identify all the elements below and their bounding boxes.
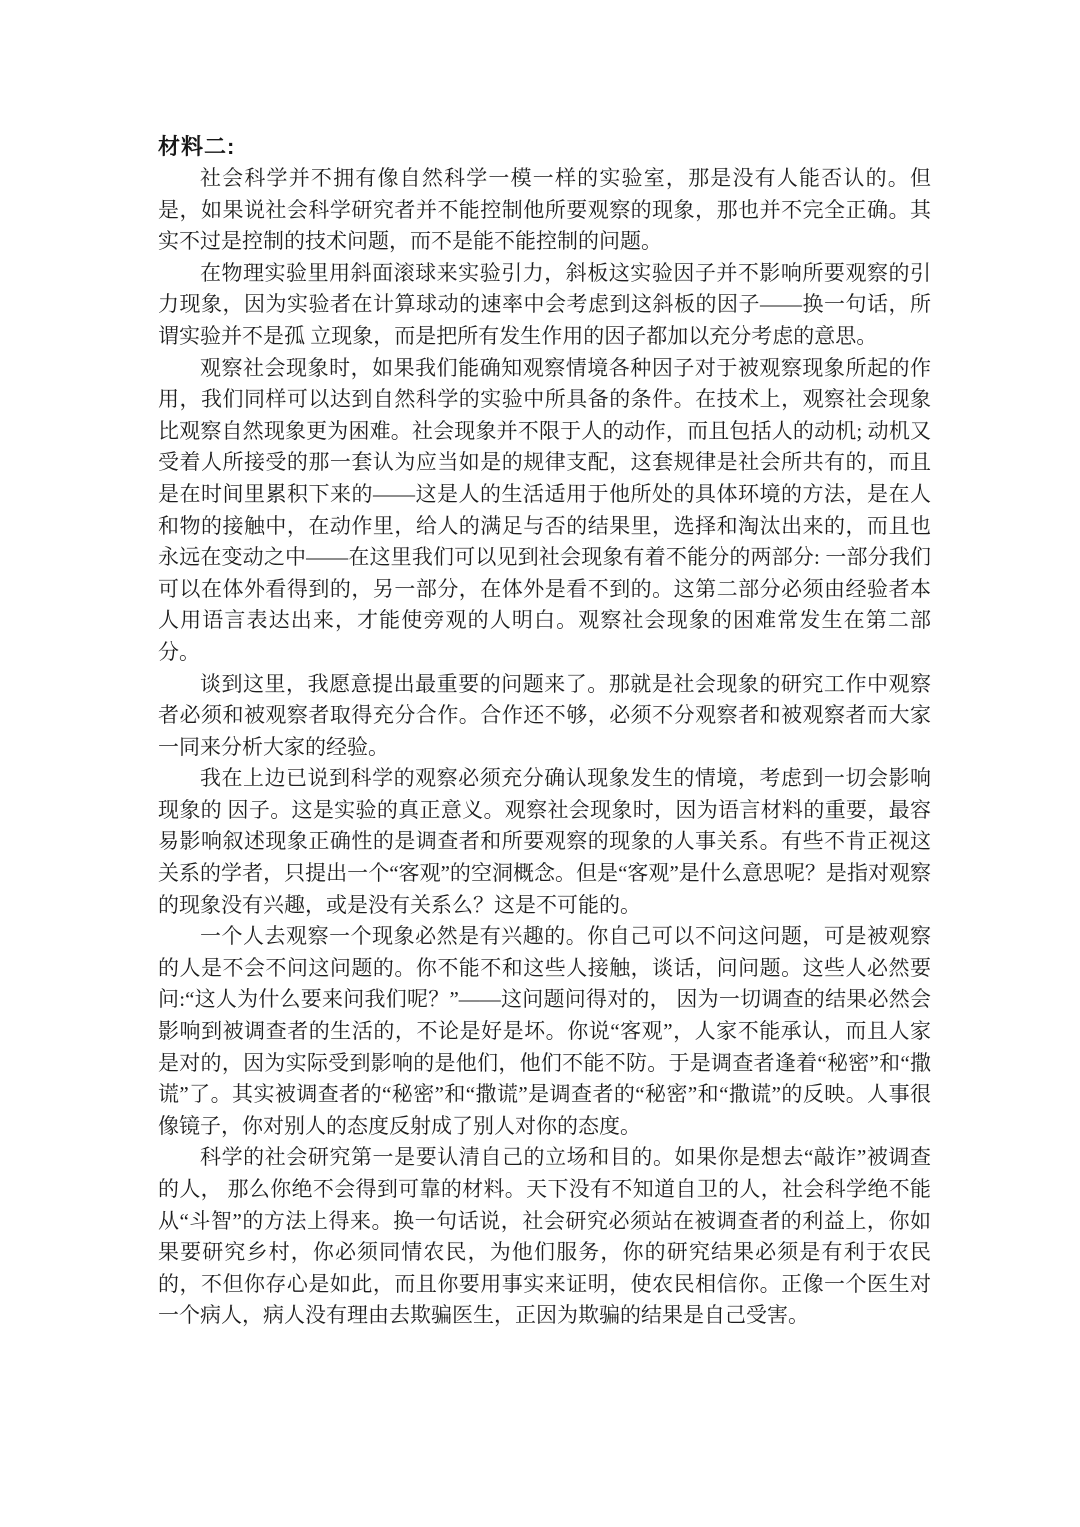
paragraph: 一个人去观察一个现象必然是有兴趣的。你自己可以不问这问题，可是被观察的人是不会不问这问题的。你不能不和这些人接触，谈话，问问题。这些人必然要问:“这人为什么要来问我们呢？”——这问题问得对的， 因为一切调查的结果必然会影响到被调查者的生活的，不论是好是坏。你说“客观”，人家不能承认，而且人家是对的，因为实际受到影响的是他们，他们不能不防。于是调查者逢着“秘密”和“撒谎”了。其实被调查者的“秘密”和“撒谎”是调查者的“秘密”和“撒谎”的反映。人事很像镜子，你对别人的态度反射成了别人对你的态度。 — [158, 924, 931, 1138]
paragraph: 科学的社会研究第一是要认清自己的立场和目的。如果你是想去“敲诈”被调查的人， 那么你绝不会得到可靠的材料。天下没有不知道自卫的人，社会科学绝不能从“斗智”的方法上得来。换一句话说，社会研究必须站在被调查者的利益上，你如果要研究乡村，你必须同情农民，为他们服务，你的研究结果必须是有利于农民的，不但你存心是如此，而且你要用事实来证明，使农民相信你。正像一个医生对一个病人，病人没有理由去欺骗医生，正因为欺骗的结果是自己受害。 — [158, 1145, 931, 1328]
material-two-heading: 材料二: — [158, 134, 236, 159]
paragraph: 观察社会现象时，如果我们能确知观察情境各种因子对于被观察现象所起的作用，我们同样可以达到自然科学的实验中所具备的条件。在技术上，观察社会现象比观察自然现象更为困难。社会现象并不限于人的动作，而且包括人的动机; 动机又受着人所接受的那一套认为应当如是的规律支配，这套规律是社会所共有的，而且是在时间里累积下来的——这是人的生活适用于他所处的具体环境的方法，是在人和物的接触中，在动作里，给人的满足与否的结果里，选择和淘汰出来的，而且也永远在变动之中——在这里我们可以见到社会现象有着不能分的两部分: 一部分我们可以在体外看得到的，另一部分，在体外是看不到的。这第二部分必须由经验者本人用语言表达出来，才能使旁观的人明白。观察社会现象的困难常发生在第二部分。 — [158, 355, 931, 664]
paragraph: 我在上边已说到科学的观察必须充分确认现象发生的情境，考虑到一切会影响现象的 因子。这是实验的真正意义。观察社会现象时，因为语言材料的重要，最容易影响叙述现象正确性的是调查者和所要观察的现象的人事关系。有些不肯正视这关系的学者，只提出一个“客观”的空洞概念。但是“客观”是什么意思呢？是指对观察的现象没有兴趣，或是没有关系么？这是不可能的。 — [158, 766, 931, 917]
paragraph: 谈到这里，我愿意提出最重要的问题来了。那就是社会现象的研究工作中观察者必须和被观察者取得充分合作。合作还不够，必须不分观察者和被观察者而大家一同来分析大家的经验。 — [158, 671, 931, 759]
paragraph: 在物理实验里用斜面滚球来实验引力，斜板这实验因子并不影响所要观察的引力现象，因为实验者在计算球动的速率中会考虑到这斜板的因子——换一句话，所谓实验并不是孤 立现象，而是把所有发生作用的因子都加以充分考虑的意思。 — [158, 260, 931, 348]
paragraph: 社会科学并不拥有像自然科学一模一样的实验室，那是没有人能否认的。但是，如果说社会科学研究者并不能控制他所要观察的现象，那也并不完全正确。其实不过是控制的技术问题，而不是能不能控制的问题。 — [158, 166, 931, 254]
document-content — [158, 131, 931, 1332]
